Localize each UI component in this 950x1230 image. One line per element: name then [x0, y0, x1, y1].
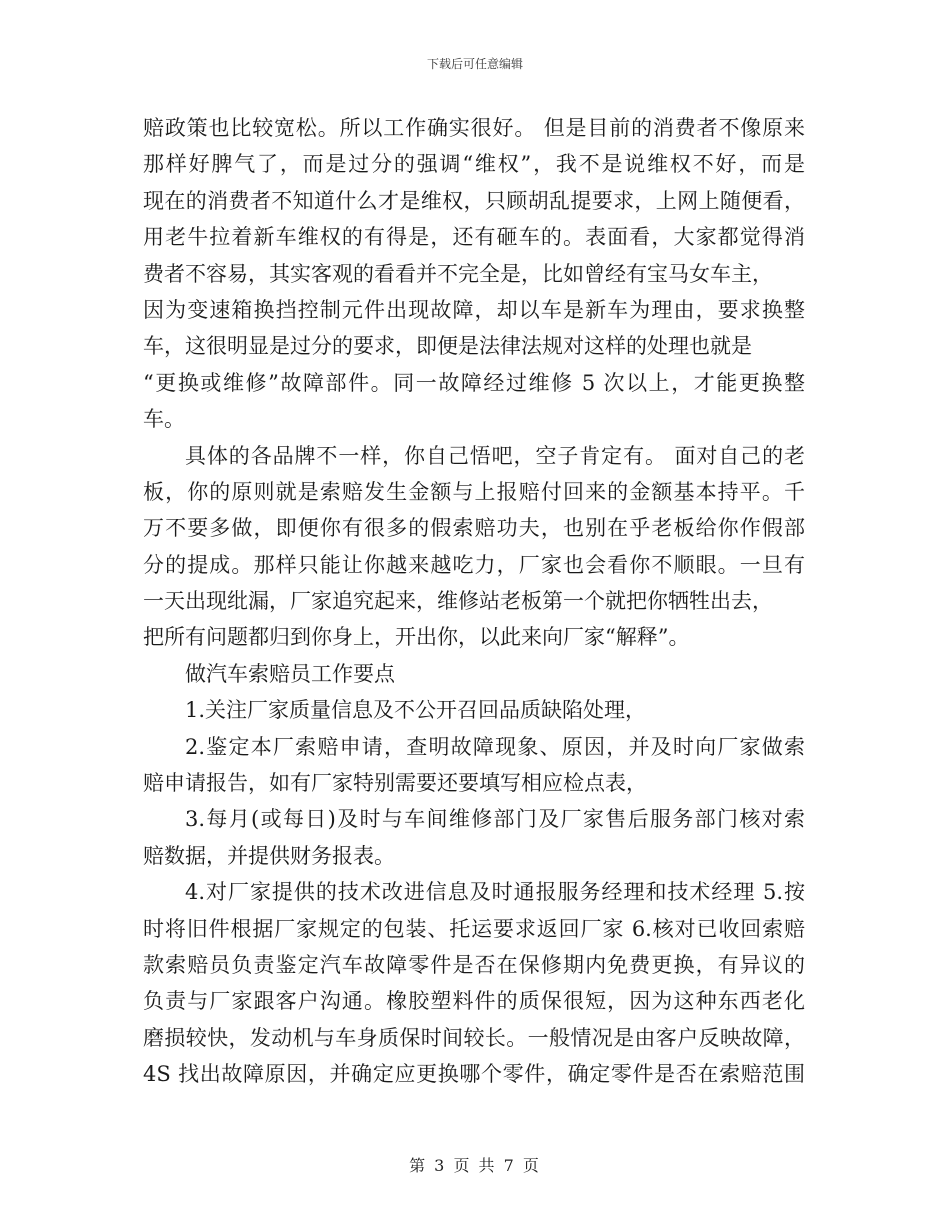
text-line: 2.鉴定本厂索赔申请，查明故障现象、原因，并及时向厂家做索 [185, 734, 805, 759]
text-line: 现在的消费者不知道什么才是维权，只顾胡乱提要求，上网上随便看， [143, 188, 805, 213]
text-line: 板，你的原则就是索赔发生金额与上报赔付回来的金额基本持平。千 [143, 479, 805, 504]
text-line: 赔申请报告，如有厂家特别需要还要填写相应检点表， [143, 771, 647, 796]
text-line: 具体的各品牌不一样，你自己悟吧，空子肯定有。 面对自己的老 [185, 443, 805, 468]
text-line: 费者不容易，其实客观的看看并不完全是，比如曾经有宝马女车主， [143, 261, 773, 286]
text-line: 做汽车索赔员工作要点 [185, 661, 395, 686]
text-line: 款索赔员负责鉴定汽车故障零件是否在保修期内免费更换，有异议的 [143, 952, 805, 977]
text-line: 分的提成。那样只能让你越来越吃力，厂家也会看你不顺眼。一旦有 [143, 552, 805, 577]
page-number: 第 3 页 共 7 页 [409, 1156, 541, 1175]
document-body [143, 110, 805, 1093]
text-line: 一天出现纰漏，厂家追究起来，维修站老板第一个就把你牺牲出去， [143, 589, 773, 614]
text-line: 车，这很明显是过分的要求，即便是法律法规对这样的处理也就是 [143, 334, 752, 359]
text-line: 4S 找出故障原因，并确定应更换哪个零件，确定零件是否在索赔范围 [143, 1062, 805, 1087]
text-line: 1.关注厂家质量信息及不公开召回品质缺陷处理， [185, 698, 647, 723]
text-line: 用老牛拉着新车维权的有得是，还有砸车的。表面看，大家都觉得消 [143, 225, 805, 250]
text-line: “更换或维修”故障部件。同一故障经过维修 5 次以上，才能更换整 [143, 370, 805, 395]
text-line: 4.对厂家提供的技术改进信息及时通报服务经理和技术经理 5.按 [185, 880, 805, 905]
text-line: 车。 [143, 407, 185, 432]
text-line: 负责与厂家跟客户沟通。橡胶塑料件的质保很短，因为这种东西老化 [143, 989, 805, 1014]
text-line: 万不要多做，即便你有很多的假索赔功夫，也别在乎老板给你作假部 [143, 516, 805, 541]
text-line: 3.每月(或每日)及时与车间维修部门及厂家售后服务部门核对索 [185, 807, 805, 832]
text-line: 磨损较快，发动机与车身质保时间较长。一般情况是由客户反映故障， [143, 1025, 805, 1050]
text-line: 因为变速箱换挡控制元件出现故障，却以车是新车为理由，要求换整 [143, 297, 805, 322]
text-line: 把所有问题都归到你身上，开出你，以此来向厂家“解释”。 [143, 625, 690, 650]
text-line: 赔数据，并提供财务报表。 [143, 843, 395, 868]
text-line: 时将旧件根据厂家规定的包装、托运要求返回厂家 6.核对已收回索赔 [143, 916, 805, 941]
page-header: 下载后可任意编辑 [426, 57, 523, 71]
text-line: 赔政策也比较宽松。所以工作确实很好。 但是目前的消费者不像原来 [143, 116, 805, 140]
text-line: 那样好脾气了，而是过分的强调“维权”，我不是说维权不好，而是 [143, 152, 805, 177]
